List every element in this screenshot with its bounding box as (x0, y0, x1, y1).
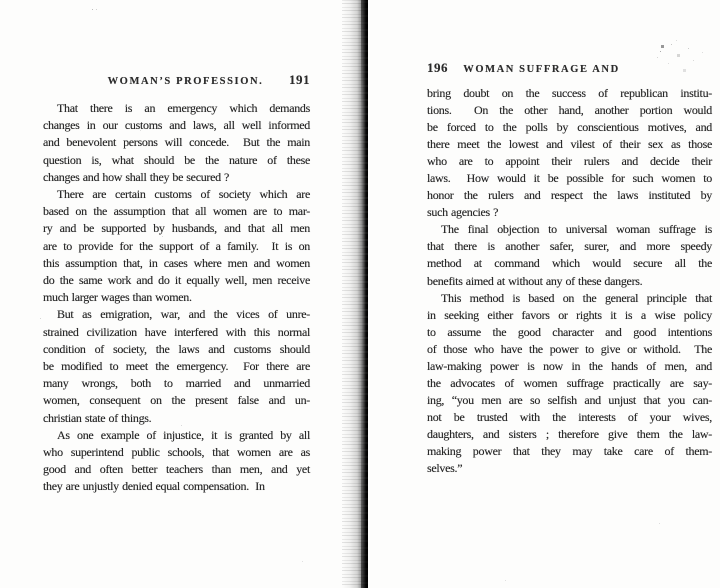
scan-noise (0, 0, 1, 1)
text-line: who are to appoint their rulers and decide their (427, 154, 712, 169)
text-line: are to provide for the support of a family. It is on (43, 238, 310, 253)
right-page (427, 60, 712, 476)
text-line: bring doubt on the success of republican institu- (427, 86, 712, 100)
text-line: The final objection to universal woman suffrage is (441, 222, 712, 237)
text-line: But as emigration, war, and the vices of unre- (57, 307, 310, 322)
text-line: not be trusted with the interests of your wives, (427, 409, 712, 424)
text-line: ing, “you men are so selfish and unjust that you can- (427, 392, 712, 407)
text-line: daughters, and sisters ; therefore give them the law- (427, 426, 712, 441)
text-line: making power that they may take care of them- (427, 443, 712, 458)
text-line: method at command which would secure all the (427, 256, 712, 271)
right-page-text (427, 85, 712, 477)
text-line: to assume the good character and good intentions (427, 324, 712, 339)
book-gutter-shadow (342, 0, 370, 588)
text-line: christian state of things. (43, 410, 152, 425)
text-line: ry and be supported by husbands, and that all men (43, 221, 310, 236)
text-line: strained civilization have interfered with this normal (43, 324, 310, 339)
text-line: they are unjustly denied equal compensation. In (43, 479, 265, 494)
text-line: in seeking either favors or rights it is a wise policy (427, 307, 712, 322)
text-line: good and often better teachers than men, and yet (43, 462, 310, 477)
gutter-fuzz-shading (342, 0, 368, 588)
text-line: much larger wages than women. (43, 290, 192, 305)
text-line: that there is another safer, surer, and more speedy (427, 239, 712, 254)
text-line: condition of society, the laws and customs should (43, 341, 310, 356)
text-line: there meet the lowest and vilest of their sex as those (427, 137, 712, 152)
text-line: women, consequent on the present false and un- (43, 393, 310, 408)
left-running-title: WOMAN’S PROFESSION. (107, 76, 264, 87)
text-line: honor the rulers and respect the laws instituted by (427, 188, 712, 203)
left-page-number: 191 (289, 72, 310, 87)
text-line: based on the assumption that all women are to mar- (43, 204, 310, 219)
text-line: changes in our customs and laws, all well informed (43, 118, 310, 133)
text-line: the advocates of women suffrage practically are say- (427, 375, 712, 390)
text-line: be forced to the polls by conscientious motives, and (427, 120, 712, 135)
text-line: this assumption that, in cases where men and women (43, 255, 310, 270)
text-line: There are certain customs of society which are (57, 187, 310, 202)
text-line: law-making power is now in the hands of men, and (427, 358, 712, 373)
text-line: changes and how shall they be secured ? (43, 169, 230, 184)
left-page-text (43, 100, 310, 496)
text-line: of those who have the power to give or withold. The (427, 341, 712, 356)
right-page-number: 196 (427, 60, 448, 75)
text-line: benefits aimed at without any of these dangers. (427, 273, 643, 288)
right-page-header (427, 62, 712, 78)
text-line: laws. How would it be possible for such women to (427, 171, 712, 186)
right-running-title: WOMAN SUFFRAGE AND (463, 64, 620, 75)
text-line: do the same work and do it equally well, men receive (43, 273, 310, 288)
text-line: This method is based on the general principle that (441, 290, 712, 305)
text-line: be modified to meet the emergency. For there are (43, 359, 310, 374)
text-line: tions. On the other hand, another portion would (427, 103, 712, 118)
text-line: selves.” (427, 461, 463, 476)
text-line: such agencies ? (427, 205, 499, 220)
text-line: As one example of injustice, it is granted by all (57, 427, 310, 442)
text-line: question is, what should be the nature of these (43, 152, 310, 167)
text-line: That there is an emergency which demands (57, 101, 310, 115)
text-line: and benevolent persons will concede. But the main (43, 135, 310, 150)
left-page (43, 72, 310, 494)
text-line: who superintend public schools, that women are as (43, 445, 310, 460)
gutter-dark-core (361, 0, 368, 588)
text-line: many wrongs, both to married and unmarried (43, 376, 310, 391)
left-page-header (43, 74, 310, 90)
